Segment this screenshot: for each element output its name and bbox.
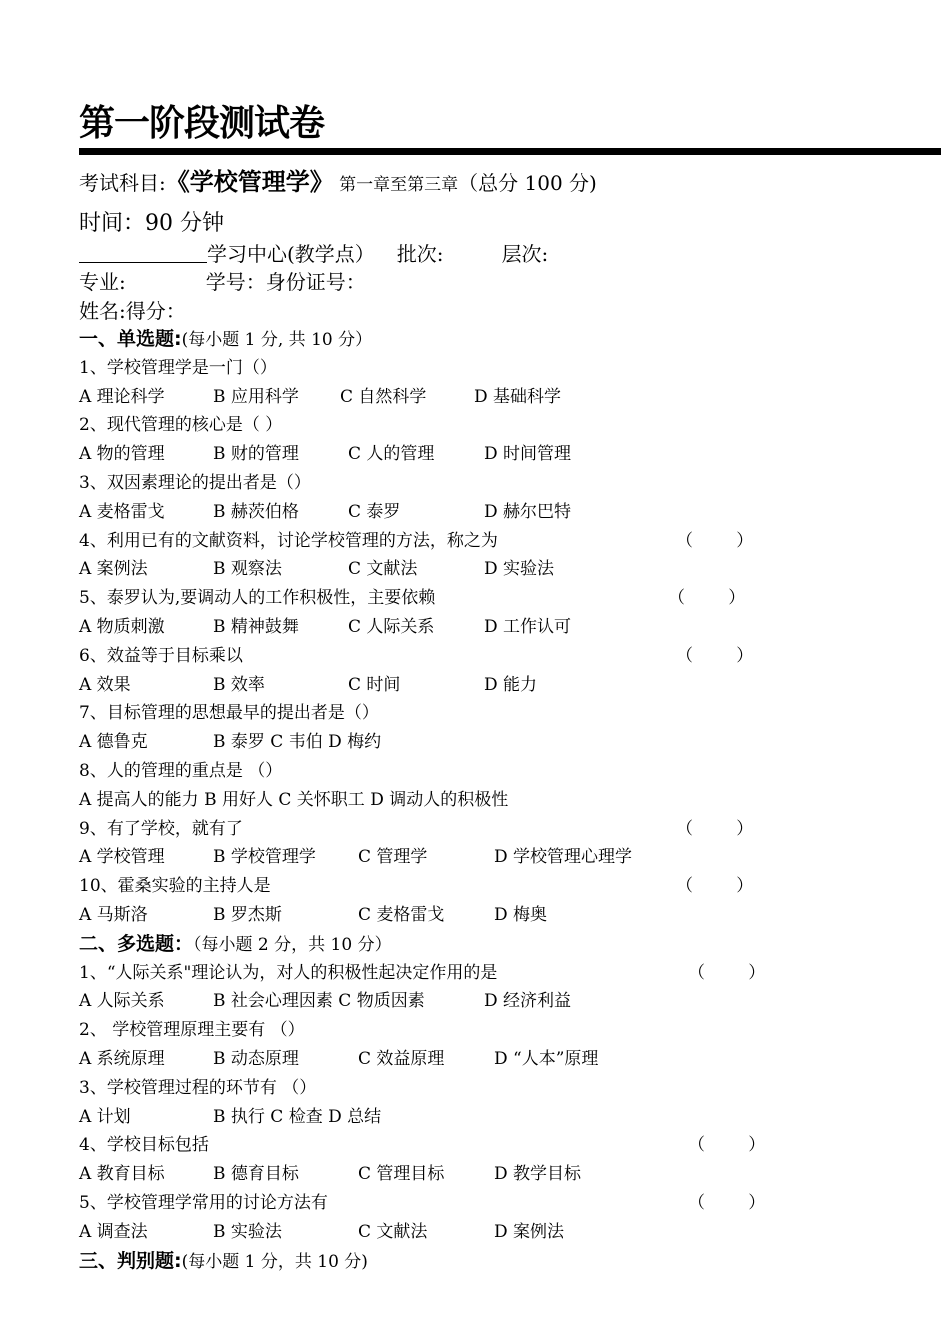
answer-option[interactable]: A 计划 (79, 1106, 131, 1127)
answer-option[interactable]: A 物质刺激 (79, 617, 165, 637)
answer-option[interactable]: A 马斯洛 (79, 905, 148, 925)
major-line (79, 268, 366, 296)
answer-option[interactable]: B 精神鼓舞 (213, 617, 299, 637)
answer-option[interactable]: C 管理学 (358, 847, 428, 868)
answer-option[interactable]: C 泰罗 (348, 501, 401, 522)
answer-option[interactable]: B 德育目标 (213, 1164, 299, 1185)
section-header (79, 326, 372, 353)
id-label: 身份证号： (265, 270, 366, 294)
answer-option[interactable]: D 案例法 (494, 1221, 565, 1242)
level-label: 层次: (501, 242, 549, 266)
student-no-label: 学号： (205, 270, 266, 294)
answer-option[interactable]: C 文献法 (358, 1221, 428, 1242)
answer-option[interactable]: A 德鲁克 (79, 732, 148, 753)
answer-option[interactable]: A 物的管理 (79, 444, 165, 465)
answer-blank[interactable]: （ ） (688, 1135, 766, 1156)
question-text: 5、学校管理学常用的讨论方法有 (79, 1193, 328, 1213)
subject-prefix: 考试科目: (79, 171, 166, 195)
answer-option[interactable]: B 学校管理学 (213, 847, 316, 868)
total-score: （总分 100 分) (458, 171, 597, 195)
answer-option[interactable]: C 人际关系 (348, 617, 435, 637)
answer-option[interactable]: C 管理目标 (358, 1164, 445, 1185)
answer-option[interactable]: D 实验法 (484, 559, 555, 580)
answer-option[interactable]: D 梅奥 (494, 905, 548, 925)
answer-option[interactable]: C 人的管理 (348, 444, 435, 465)
answer-option[interactable]: C 文献法 (348, 559, 418, 580)
question-text: 1、学校管理学是一门（） (79, 357, 277, 378)
question-text: 6、效益等于目标乘以 (79, 645, 243, 666)
question-text: 3、学校管理过程的环节有 （） (79, 1077, 317, 1098)
section-note: (每小题 1 分, 共 10 分） (181, 330, 373, 350)
answer-option[interactable]: B 泰罗 C 韦伯 D 梅约 (213, 732, 382, 753)
section-title: 二、多选题： (79, 932, 194, 955)
section-header (79, 931, 392, 958)
answer-option[interactable]: A 系统原理 (79, 1049, 165, 1069)
answer-option[interactable]: B 执行 C 检查 D 总结 (213, 1106, 382, 1127)
question-text: 2、 学校管理原理主要有 （） (79, 1020, 305, 1041)
answer-blank[interactable]: （ ） (676, 530, 754, 551)
answer-option[interactable]: B 社会心理因素 C 物质因素 (213, 991, 425, 1012)
answer-option[interactable]: C 时间 (348, 674, 401, 695)
answer-option[interactable]: B 应用科学 (213, 386, 299, 407)
section-header (79, 1248, 368, 1275)
answer-option[interactable]: C 效益原理 (358, 1049, 445, 1069)
answer-option[interactable]: D 时间管理 (484, 444, 572, 465)
section-title: 一、单选题: (79, 328, 182, 350)
question-text: 4、学校目标包括 (79, 1135, 209, 1156)
chapter-range: 第一章至第三章 (339, 175, 459, 195)
answer-option[interactable]: B 观察法 (213, 559, 282, 580)
answer-blank[interactable]: （ ） (668, 588, 746, 609)
answer-option[interactable]: A 调查法 (79, 1221, 148, 1242)
time-line: 时间：90 分钟 (79, 211, 224, 236)
page-title: 第一阶段测试卷 (79, 103, 325, 144)
answer-blank[interactable]: （ ） (676, 876, 754, 897)
section-title: 三、判别题: (79, 1249, 182, 1272)
answer-option[interactable]: A 教育目标 (79, 1164, 165, 1185)
subject-name: 《学校管理学》 (165, 167, 334, 196)
answer-option[interactable]: D 工作认可 (484, 617, 572, 637)
answer-option[interactable]: D “人本”原理 (494, 1049, 599, 1069)
center-blank[interactable] (79, 242, 207, 263)
answer-option[interactable]: A 效果 (79, 674, 131, 695)
answer-blank[interactable]: （ ） (688, 1193, 766, 1213)
answer-option[interactable]: D 基础科学 (474, 386, 562, 407)
answer-blank[interactable]: （ ） (676, 645, 754, 666)
answer-option[interactable]: B 财的管理 (213, 444, 299, 465)
center-label: 学习中心(教学点） (207, 242, 375, 266)
batch-label: 批次: (396, 242, 444, 266)
answer-option[interactable]: A 人际关系 (79, 991, 165, 1012)
answer-option[interactable]: A 学校管理 (79, 847, 165, 868)
question-text: 3、双因素理论的提出者是（） (79, 473, 311, 493)
answer-blank[interactable]: （ ） (676, 818, 754, 839)
answer-option[interactable]: B 实验法 (213, 1221, 282, 1242)
answer-option[interactable]: B 动态原理 (213, 1049, 299, 1069)
question-text: 5、泰罗认为,要调动人的工作积极性，主要依赖 (79, 588, 436, 609)
name-score-line: 姓名:得分： (79, 299, 186, 323)
question-text: 9、有了学校，就有了 (79, 818, 243, 839)
section-note: (每小题 1 分，共 10 分) (181, 1251, 368, 1272)
answer-option[interactable]: D 能力 (484, 674, 538, 695)
answer-option[interactable]: D 经济利益 (484, 991, 572, 1012)
answer-option[interactable]: C 自然科学 (340, 386, 427, 407)
answer-option[interactable]: B 罗杰斯 (213, 905, 282, 925)
answer-option[interactable]: D 教学目标 (494, 1164, 582, 1185)
answer-option[interactable]: A 麦格雷戈 (79, 501, 165, 522)
question-text: 8、人的管理的重点是 （） (79, 761, 283, 781)
answer-option[interactable]: B 赫茨伯格 (213, 501, 299, 522)
question-text: 1、“人际关系"理论认为，对人的积极性起决定作用的是 (79, 962, 498, 983)
section-note: （每小题 2 分，共 10 分） (193, 934, 392, 955)
title-divider (79, 148, 941, 155)
answer-blank[interactable]: （ ） (688, 962, 766, 983)
question-text: 7、目标管理的思想最早的提出者是（） (79, 703, 379, 724)
question-text: 4、利用已有的文献资料，讨论学校管理的方法，称之为 (79, 530, 498, 551)
major-label: 专业: (79, 270, 126, 294)
answer-option[interactable]: B 效率 (213, 674, 265, 695)
subject-line (79, 164, 597, 203)
answer-option[interactable]: A 理论科学 (79, 386, 165, 407)
question-text: 2、现代管理的核心是（ ） (79, 415, 283, 436)
answer-option[interactable]: A 案例法 (79, 559, 148, 580)
answer-option[interactable]: A 提高人的能力 B 用好人 C 关怀职工 D 调动人的积极性 (79, 789, 509, 810)
answer-option[interactable]: D 学校管理心理学 (494, 847, 633, 868)
answer-option[interactable]: C 麦格雷戈 (358, 905, 445, 925)
question-text: 10、霍桑实验的主持人是 (79, 876, 271, 897)
answer-option[interactable]: D 赫尔巴特 (484, 501, 572, 522)
center-line (79, 240, 548, 268)
